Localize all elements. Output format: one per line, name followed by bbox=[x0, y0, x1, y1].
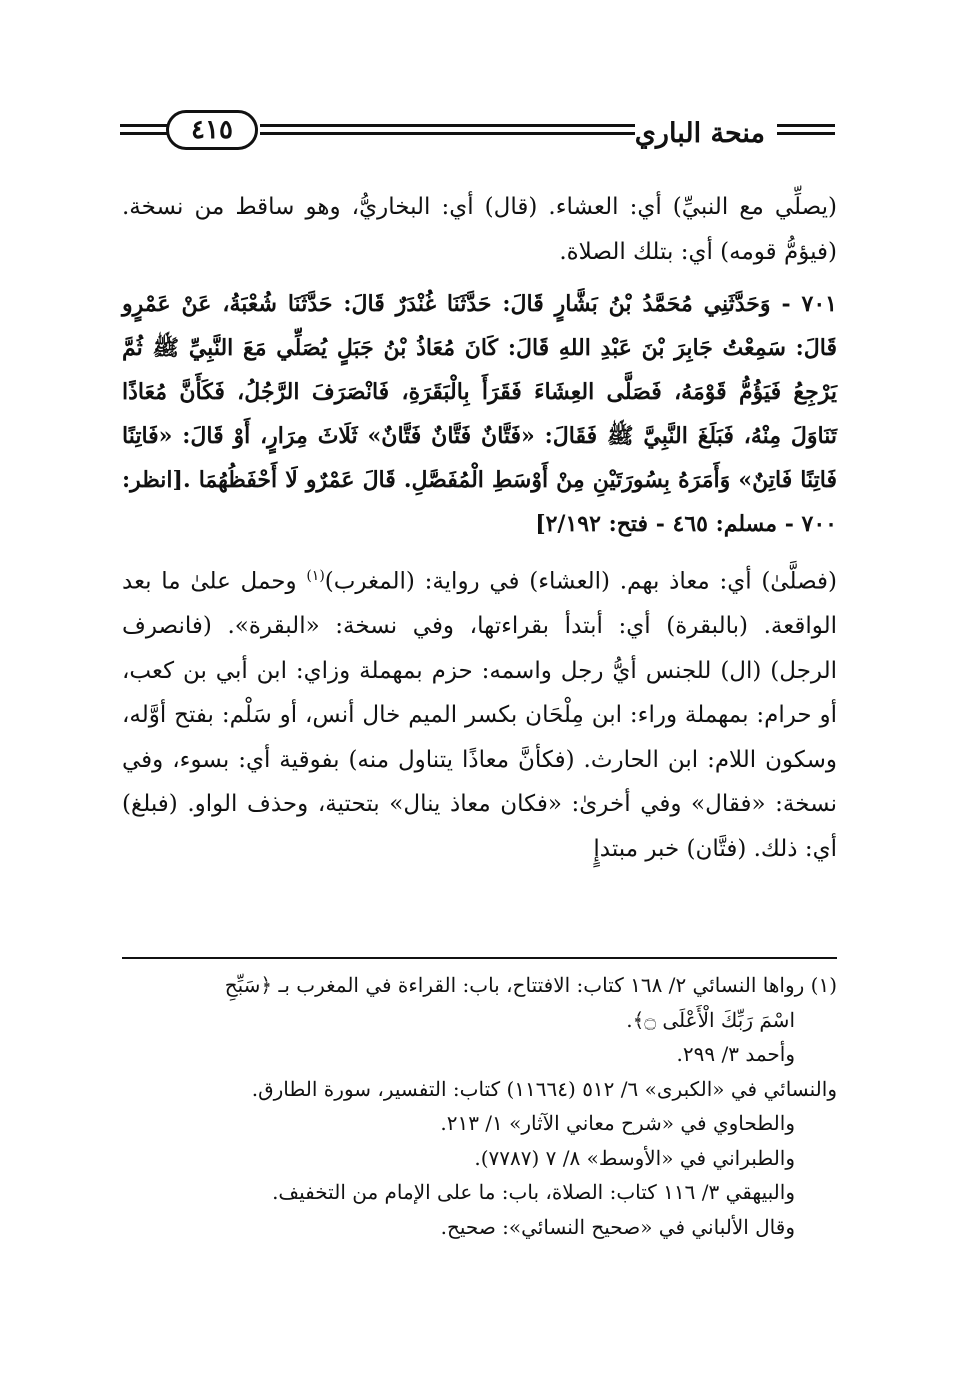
commentary-paragraph-2 bbox=[122, 554, 837, 871]
footnote-line: والنسائي في «الكبرى» ٦/ ٥١٢ (١١٦٦٤) كتاب: التفسير، سورة الطارق. bbox=[251, 1076, 837, 1101]
hadith-number: ٧٠١ - bbox=[781, 291, 837, 317]
header-ornament-left bbox=[120, 124, 168, 136]
footnote-line: وأحمد ٣/ ٢٩٩. bbox=[676, 1042, 795, 1066]
book-title: منحة الباري bbox=[634, 118, 765, 149]
footnote-line: وقال الألباني في «صحيح النسائي»: صحيح. bbox=[440, 1214, 795, 1239]
commentary-rest: وحمل علىٰ ما بعد الواقعة. (بالبقرة) أي: أبتدأ بقراءتها، وفي نسخة: «البقرة». (فانصرف الرجل) (ال) للجنس أيُّ رجل واسمه: حزم بمهملة وزاي: ابن أبي بن كعب، أو حرام: بمهملة وراء: ابن مِلْحَان بكسر الميم خال أنس، أو سَلْم: بفتح أوَّله، وسكون اللام: ابن الحارث. (فكأنَّ معاذًا يتناول منه) بفوقية أي: بسوء، وفي نسخة: «فقال» وفي أخرىٰ: «فكان معاذ ينال» بتحتية، وحذف الواو. (فبلغ) أي: ذلك. (فتَّان) خبر مبتدإٍ bbox=[122, 568, 837, 862]
footnote-line: اسْمَ رَبِّكَ الْأَعْلَى ۝﴾. bbox=[626, 1007, 795, 1032]
commentary-paragraph-1: (يصلِّي مع النبيِّ) أي: العشاء. (قال) أي: البخاريُّ، وهو ساقط من نسخة. (فيؤمُّ قومه) أي: بتلك الصلاة. bbox=[122, 194, 837, 265]
footnote-line: (١) رواها النسائي ٢/ ١٦٨ كتاب: الافتتاح، باب: القراءة في المغرب بـ ﴿سَبِّحِ bbox=[224, 973, 837, 997]
footnote-line: والطبراني في «الأوسط» ٨/ ٧ (٧٧٨٧). bbox=[474, 1145, 795, 1170]
page-header bbox=[120, 110, 835, 162]
header-rule bbox=[260, 124, 635, 136]
main-text bbox=[122, 185, 837, 871]
hadith-body: وَحَدَّثَنِي مُحَمَّدُ بْنُ بَشَّارٍ قَالَ: حَدَّثَنَا غُنْدَرٌ قَالَ: حَدَّثَنَا شُعْبَةُ، عَنْ عَمْرٍو قَالَ: سَمِعْتُ جَابِرَ بْنَ عَبْدِ اللهِ قَالَ: كَانَ مُعَاذُ بْنُ جَبَلٍ يُصَلِّي مَعَ النَّبِيِّ ﷺ ثُمَّ يَرْجِعُ فَيَؤُمُّ قَوْمَهُ، فَصَلَّى العِشَاءَ فَقَرَأَ بِالْبَقَرَةِ، فَانْصَرَفَ الرَّجُلُ، فَكَأَنَّ مُعَاذًا تَنَاوَلَ مِنْهُ، فَبَلَغَ النَّبِيَّ ﷺ فَقَالَ: «فَتَّانٌ فَتَّانٌ فَتَّانٌ» ثَلَاثَ مِرَارٍ، أَوْ قَالَ: «فَاتِنًا فَاتِنًا فَاتِنٌ» وَأَمَرَهُ بِسُورَتَيْنِ مِنْ أَوْسَطِ الْمُفَصَّلِ. قَالَ عَمْرٌو لَا أَحْفَظُهُمَا .[انظر: ٧٠٠ - مسلم: ٤٦٥ - فتح: ٢/١٩٢] bbox=[122, 291, 837, 537]
header-ornament-right bbox=[777, 124, 835, 136]
footnote-line: والطحاوي في «شرح معاني الآثار» ١/ ٢١٣. bbox=[440, 1111, 795, 1135]
footnotes bbox=[122, 968, 837, 1244]
commentary-start: (فصلَّىٰ) أي: معاذ بهم. (العشاء) في رواية: (المغرب) bbox=[324, 568, 837, 595]
footnote-line: والبيهقي ٣/ ١١٦ كتاب: الصلاة، باب: ما على الإمام من التخفيف. bbox=[272, 1180, 795, 1204]
footnote-separator bbox=[122, 957, 837, 959]
footnote-marker[interactable]: (١) bbox=[306, 568, 325, 584]
hadith-text bbox=[122, 282, 837, 546]
page-number: ٤١٥ bbox=[166, 110, 258, 150]
